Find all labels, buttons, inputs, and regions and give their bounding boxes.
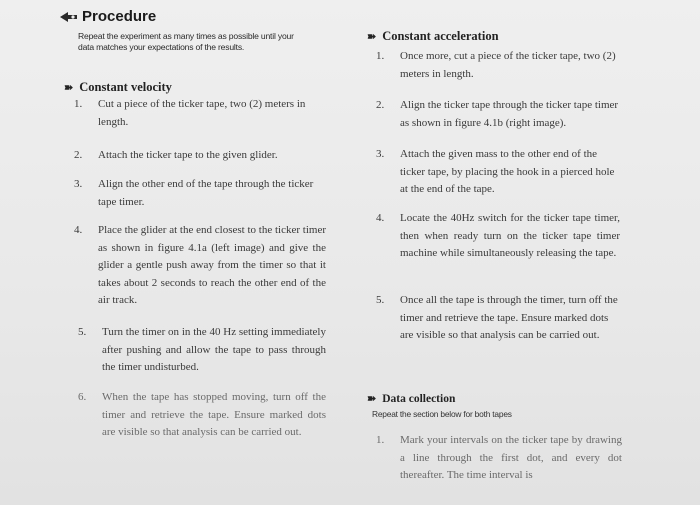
step-text: Once more, cut a piece of the ticker tape, two (2) meters in length. <box>400 50 616 80</box>
list-item <box>376 48 620 83</box>
arrow-bullet-icon <box>60 11 78 23</box>
step-number: 6. <box>78 391 87 403</box>
step-number: 4. <box>74 224 83 236</box>
step-text: Mark your intervals on the ticker tape by drawing a line through the first dot, and every dot thereafter. The time interval is <box>400 434 622 481</box>
step-text: Align the other end of the tape through the ticker tape timer. <box>98 178 314 208</box>
data-collection-note: Repeat the section below for both tapes <box>372 409 512 419</box>
list-item <box>376 432 622 485</box>
list-item <box>74 176 324 211</box>
step-number: 2. <box>376 99 385 111</box>
step-number: 1. <box>74 98 83 110</box>
section-title: Data collection <box>382 392 456 405</box>
list-item <box>376 210 620 263</box>
section-title: Constant acceleration <box>382 29 499 43</box>
list-item <box>78 389 326 442</box>
step-number: 3. <box>74 178 83 190</box>
procedure-header <box>60 8 156 25</box>
step-text: Align the ticker tape through the ticker tape timer as shown in figure 4.1b (right image). <box>400 99 619 129</box>
step-text: Place the glider at the end closest to the ticker timer as shown in figure 4.1a (left image) and give the glider a gentle push away from the timer so that it takes about 2 seconds to reach the other end of the air track. <box>98 224 326 306</box>
arrow-bullet-icon: ➽ <box>367 393 377 405</box>
step-text: When the tape has stopped moving, turn off the timer and retrieve the tape. Ensure marked dots are visible so that analysis can be carried out. <box>102 391 326 438</box>
step-text: Turn the timer on in the 40 Hz setting immediately after pushing and allow the tape to pass through the timer undisturbed. <box>102 326 326 373</box>
arrow-bullet-icon: ➽ <box>64 82 74 94</box>
step-number: 5. <box>78 326 87 338</box>
procedure-note <box>78 31 328 53</box>
step-number: 1. <box>376 434 385 446</box>
step-text: Once all the tape is through the timer, turn off the timer and retrieve the tape. Ensure marked dots are visible so that analysis can be carried out. <box>400 294 618 341</box>
arrow-bullet-icon: ➽ <box>367 31 377 43</box>
constant-acceleration-heading <box>367 29 499 44</box>
list-item <box>376 146 620 199</box>
step-number: 4. <box>376 212 385 224</box>
step-number: 3. <box>376 148 385 160</box>
list-item <box>74 96 326 131</box>
step-number: 1. <box>376 50 385 62</box>
list-item <box>376 97 620 132</box>
step-text: Attach the given mass to the other end of the ticker tape, by placing the hook in a pierced hole at the end of the tape. <box>400 148 615 195</box>
procedure-note-line: Repeat the experiment as many times as possible until your <box>78 31 294 41</box>
procedure-title: Procedure <box>82 8 157 25</box>
step-number: 5. <box>376 294 385 306</box>
list-item <box>74 147 330 165</box>
step-text: Cut a piece of the ticker tape, two (2) meters in length. <box>98 98 306 128</box>
list-item <box>376 292 620 345</box>
step-text: Attach the ticker tape to the given glider. <box>98 149 278 161</box>
data-collection-heading <box>367 392 455 405</box>
step-text: Locate the 40Hz switch for the ticker tape timer, then when ready turn on the ticker tape timer machine while simultaneously releasing the tape. <box>400 212 620 259</box>
section-title: Constant velocity <box>79 80 172 94</box>
list-item <box>74 222 326 310</box>
constant-velocity-heading <box>64 80 172 95</box>
list-item <box>78 324 326 377</box>
step-number: 2. <box>74 149 83 161</box>
procedure-note-line: data matches your expectations of the results. <box>78 42 245 52</box>
